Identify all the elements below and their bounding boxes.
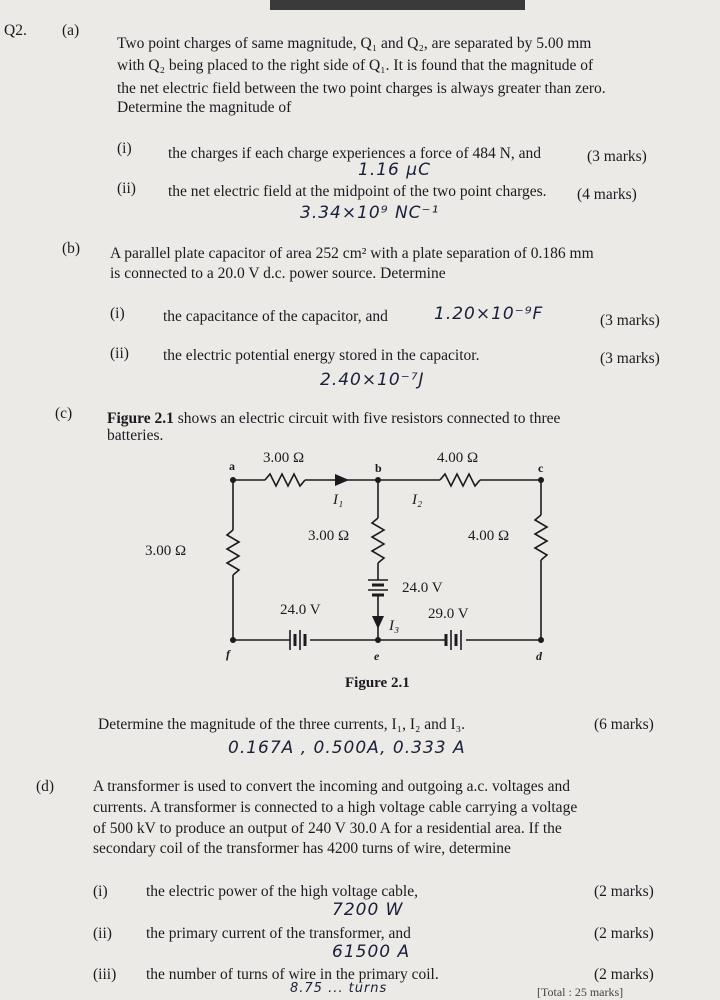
part-d-label: (d): [36, 778, 55, 795]
current-arrow-i3: [372, 616, 384, 629]
node-e: e: [374, 649, 380, 663]
part-a-line-1: Two point charges of same magnitude, Q₁ and Q₂, are separated by 5.00 mm: [117, 35, 592, 52]
label-i1: I₁: [333, 492, 344, 508]
part-a-label: (a): [62, 22, 80, 39]
battery-ed: [446, 630, 461, 650]
part-a-ii-text: the net electric field at the midpoint of the two point charges.: [168, 183, 547, 200]
part-c-question: Determine the magnitude of the three currents, I₁, I₂ and I₃.: [98, 716, 465, 733]
part-c-line-2: batteries.: [107, 427, 164, 444]
answer-b-i: 1.20×10⁻⁹F: [434, 304, 544, 324]
label-r-ab: 3.00 Ω: [263, 450, 305, 466]
figure-caption: Figure 2.1: [345, 675, 410, 691]
answer-a-i: 1.16 μC: [358, 160, 431, 180]
part-b-ii-text: the electric potential energy stored in the capacitor.: [163, 347, 480, 364]
part-b-i-num: (i): [110, 305, 125, 322]
battery-fe: [290, 630, 305, 650]
part-b-label: (b): [62, 240, 81, 257]
label-i3: I₃: [389, 618, 400, 634]
node-a: a: [229, 459, 235, 473]
node-c: c: [538, 461, 544, 475]
current-arrow-i1: [335, 474, 349, 486]
part-c-marks: (6 marks): [594, 716, 654, 733]
part-d-iii-num: (iii): [93, 966, 117, 983]
label-r-af: 3.00 Ω: [145, 543, 187, 559]
part-d-line-3: of 500 kV to produce an output of 240 V 30.0 A for a residential area. If the: [93, 820, 562, 837]
label-v-be: 24.0 V: [402, 580, 443, 596]
part-b-i-marks: (3 marks): [600, 312, 660, 329]
part-d-i-num: (i): [93, 883, 108, 900]
part-a-i-num: (i): [117, 140, 132, 157]
answer-d-ii: 61500 A: [332, 942, 411, 962]
part-b-ii-marks: (3 marks): [600, 350, 660, 367]
part-a-line-4: Determine the magnitude of: [117, 99, 292, 116]
battery-be: [368, 580, 388, 595]
circuit-figure: [0, 440, 720, 700]
label-r-be: 3.00 Ω: [308, 528, 350, 544]
node-b: b: [375, 461, 382, 475]
node-f: f: [226, 647, 230, 661]
part-a-ii-num: (ii): [117, 180, 136, 197]
part-c-label: (c): [55, 405, 73, 422]
label-i2: I₂: [412, 492, 423, 508]
total-marks: [Total : 25 marks]: [537, 985, 624, 999]
answer-b-ii: 2.40×10⁻⁷J: [320, 370, 425, 390]
label-v-fe: 24.0 V: [280, 602, 321, 618]
part-d-ii-num: (ii): [93, 925, 112, 942]
node-d: d: [536, 649, 542, 663]
label-r-bc: 4.00 Ω: [437, 450, 479, 466]
part-d-i-text: the electric power of the high voltage cable,: [146, 883, 418, 900]
part-b-ii-num: (ii): [110, 345, 129, 362]
part-d-line-2: currents. A transformer is connected to a high voltage cable carrying a voltage: [93, 799, 578, 816]
part-a-i-marks: (3 marks): [587, 148, 647, 165]
part-c-line-1: Figure 2.1 shows an electric circuit with five resistors connected to three: [107, 410, 561, 427]
answer-a-ii: 3.34×10⁹ NC⁻¹: [300, 203, 440, 223]
answer-d-i: 7200 W: [332, 900, 404, 920]
label-r-cd: 4.00 Ω: [468, 528, 510, 544]
part-d-line-4: secondary coil of the transformer has 4200 turns of wire, determine: [93, 840, 511, 857]
part-a-i-text: the charges if each charge experiences a force of 484 N, and: [168, 145, 541, 162]
label-v-ed: 29.0 V: [428, 606, 469, 622]
part-a-line-2: with Q₂ being placed to the right side of Q₁. It is found that the magnitude of: [117, 57, 594, 74]
part-d-i-marks: (2 marks): [594, 883, 654, 900]
header-band: [270, 0, 525, 10]
part-d-ii-text: the primary current of the transformer, and: [146, 925, 411, 942]
part-d-line-1: A transformer is used to convert the incoming and outgoing a.c. voltages and: [93, 778, 570, 795]
part-d-iii-text: the number of turns of wire in the primary coil.: [146, 966, 439, 983]
part-d-iii-marks: (2 marks): [594, 966, 654, 983]
question-number: Q2.: [4, 22, 27, 39]
part-b-line-2: is connected to a 20.0 V d.c. power source. Determine: [110, 265, 446, 282]
answer-d-iii: 8.75 ... turns: [290, 981, 388, 996]
answer-c: 0.167A , 0.500A, 0.333 A: [228, 738, 466, 758]
part-a-ii-marks: (4 marks): [577, 186, 637, 203]
part-b-line-1: A parallel plate capacitor of area 252 cm² with a plate separation of 0.186 mm: [110, 245, 594, 262]
part-d-ii-marks: (2 marks): [594, 925, 654, 942]
part-b-i-text: the capacitance of the capacitor, and: [163, 308, 388, 325]
part-a-line-3: the net electric field between the two point charges is always greater than zero.: [117, 80, 606, 97]
